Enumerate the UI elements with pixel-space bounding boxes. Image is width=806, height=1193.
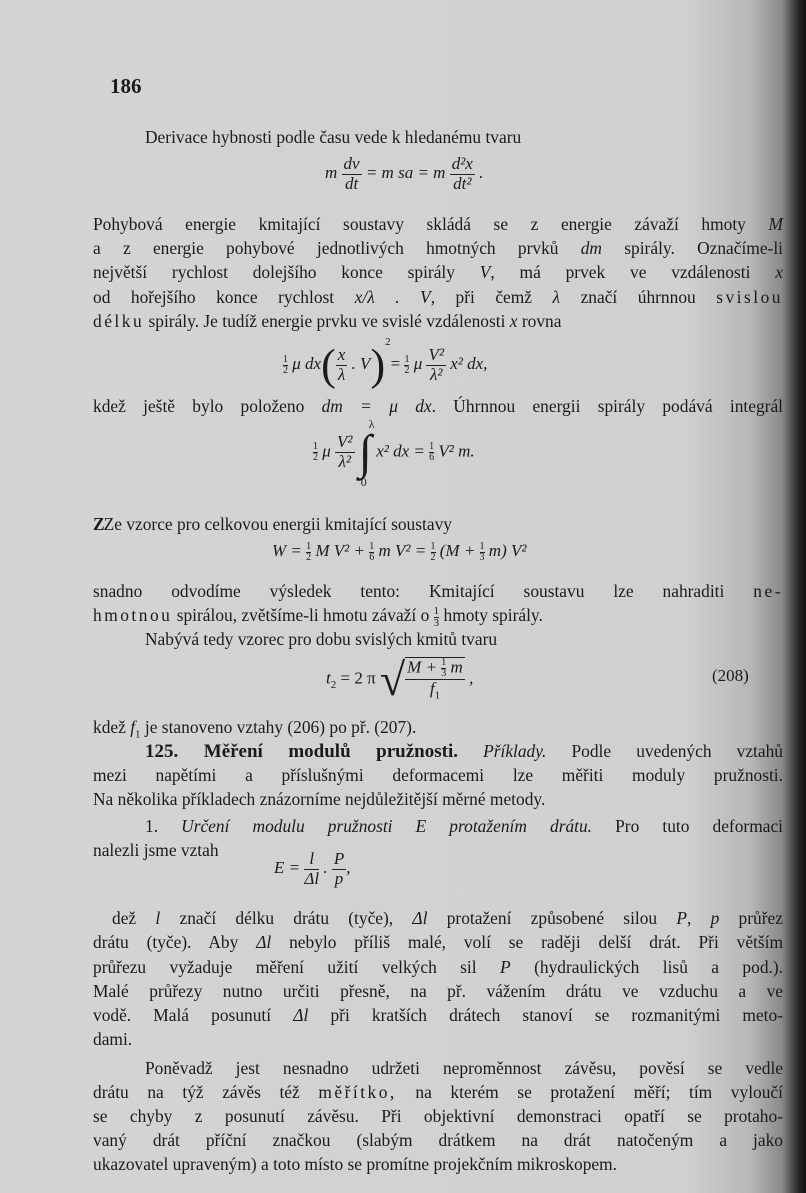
text-line: Poněvadž jest nesnadno udržeti neproměnnost závěsu, pověsí se vedle — [145, 1058, 783, 1078]
text-line: a z energie pohybové jednotlivých hmotných prvků dm spirály. Označíme-li — [93, 238, 784, 258]
equation-youngs-modulus: E = $\frac{l}{\Delta l}$ . $\frac{P}{p}$ , — [274, 849, 351, 888]
text-line: kdež ještě bylo položeno dm = μ dx. Úhrnnou energii spirály podává integrál — [93, 396, 783, 416]
text-line: vaný drát příční značkou (slabým drátkem na drát natočeným a jako — [93, 1130, 783, 1150]
text-line: mezi napětími a příslušnými deformacemi lze měřiti moduly pružnosti. — [93, 765, 783, 785]
text-line: Derivace hybnosti podle času vede k hledanému tvaru — [145, 127, 522, 147]
equation-208-period: $t_2 = 2$ π √ M + $\frac{1}{3}$ m $f_1$ , — [326, 654, 474, 705]
equation-integral: $\frac{1}{2}$ μ $\frac{\text{V²}}{\text{λ²}}$ ∫ λ 0 x² dx = $\frac{1}{6}$ V² m. — [313, 417, 475, 489]
text-line: Na několika příkladech znázorníme nejdůležitější měrné metody. — [93, 789, 546, 809]
text-line: délku spirály. Je tudíž energie prvku ve svislé vzdálenosti x rovna — [93, 311, 562, 331]
integral-sign: ∫ λ 0 — [358, 417, 375, 489]
equation-number: (208) — [712, 666, 749, 685]
section-heading: 125. Měření modulů pružnosti. — [145, 741, 458, 762]
sqrt-sign: √ — [379, 654, 406, 705]
text-line: od hořejšího konce rychlost x/λ . V, při čemž λ značí úhrnnou svislou — [93, 287, 784, 307]
text-line: Malé průřezy nutno určiti přesně, na př. vážením drátu ve vzduchu a ve — [93, 981, 783, 1001]
section-heading-line: 125. Měření modulů pružnosti. Příklady. Podle uvedených vztahů — [145, 741, 783, 762]
bold-word: Z — [93, 514, 105, 534]
text-line: Pohybová energie kmitající soustavy skládá se z energie závaží hmoty M — [93, 214, 783, 234]
text-line: kdež $f_1$ je stanoveno vztahy (206) po př. (207). — [93, 717, 417, 741]
text-line: největší rychlost dolejšího konce spirály V, má prvek ve vzdálenosti x — [93, 262, 783, 282]
text-line: nalezli jsme vztah — [93, 840, 219, 860]
text-line: ZZe vzorce pro celkovou energii kmitající soustavy — [93, 514, 452, 534]
text-line: 1. Určení modulu pružnosti E protažením drátu. Pro tuto deformaci — [145, 816, 783, 836]
equation-element-energy: $\frac{1}{2}$ μ dx( $\frac{x}{\lambda}$ . V)$^2$= $\frac{1}{2}$ μ $\frac{\text{V²}}{\text{λ²}}$ x² dx, — [283, 336, 488, 390]
text-line: průřezu vyžaduje měření užití velkých sil P (hydraulických lisů a pod.). — [93, 957, 783, 977]
text-line: se chyby z posunutí závěsu. Při objektivní demonstraci opatří se protaho- — [93, 1106, 783, 1126]
text-line: drátu na týž závěs též měřítko, na kterém se protažení měří; tím vyloučí — [93, 1082, 783, 1102]
text-line: drátu (tyče). Aby Δl nebylo příliš malé, volí se raději delší drát. Při větším — [93, 932, 783, 952]
text-line: Nabývá tedy vzorec pro dobu svislých kmitů tvaru — [145, 629, 498, 649]
page-number: 186 — [110, 74, 142, 98]
text-line: vodě. Malá posunutí Δl při kratších drátech stanoví se rozmanitými meto- — [93, 1005, 783, 1025]
text-line: snadno odvodíme výsledek tento: Kmitající soustavu lze nahraditi ne- — [93, 581, 783, 601]
text-line: dež l značí délku drátu (tyče), Δl protažení způsobené silou P, p průřez — [112, 908, 783, 928]
equation-total-energy: W = $\frac{1}{2}$ M V² + $\frac{1}{6}$ m V² = $\frac{1}{2}$ (M + $\frac{1}{3}$ m) V² — [272, 540, 527, 563]
text-line: hmotnou spirálou, zvětšíme-li hmotu závaží o $\frac{1}{3}$ hmoty spirály. — [93, 604, 543, 629]
text-line: dami. — [93, 1029, 133, 1049]
equation-momentum-derivative: m $\frac{dv}{dt}$ = m sa = m $\frac{\text{d²x}}{\text{dt²}}$ . — [325, 154, 484, 193]
text-line: ukazovatel upraveným) a toto místo se promítne projekčním mikroskopem. — [93, 1154, 618, 1174]
